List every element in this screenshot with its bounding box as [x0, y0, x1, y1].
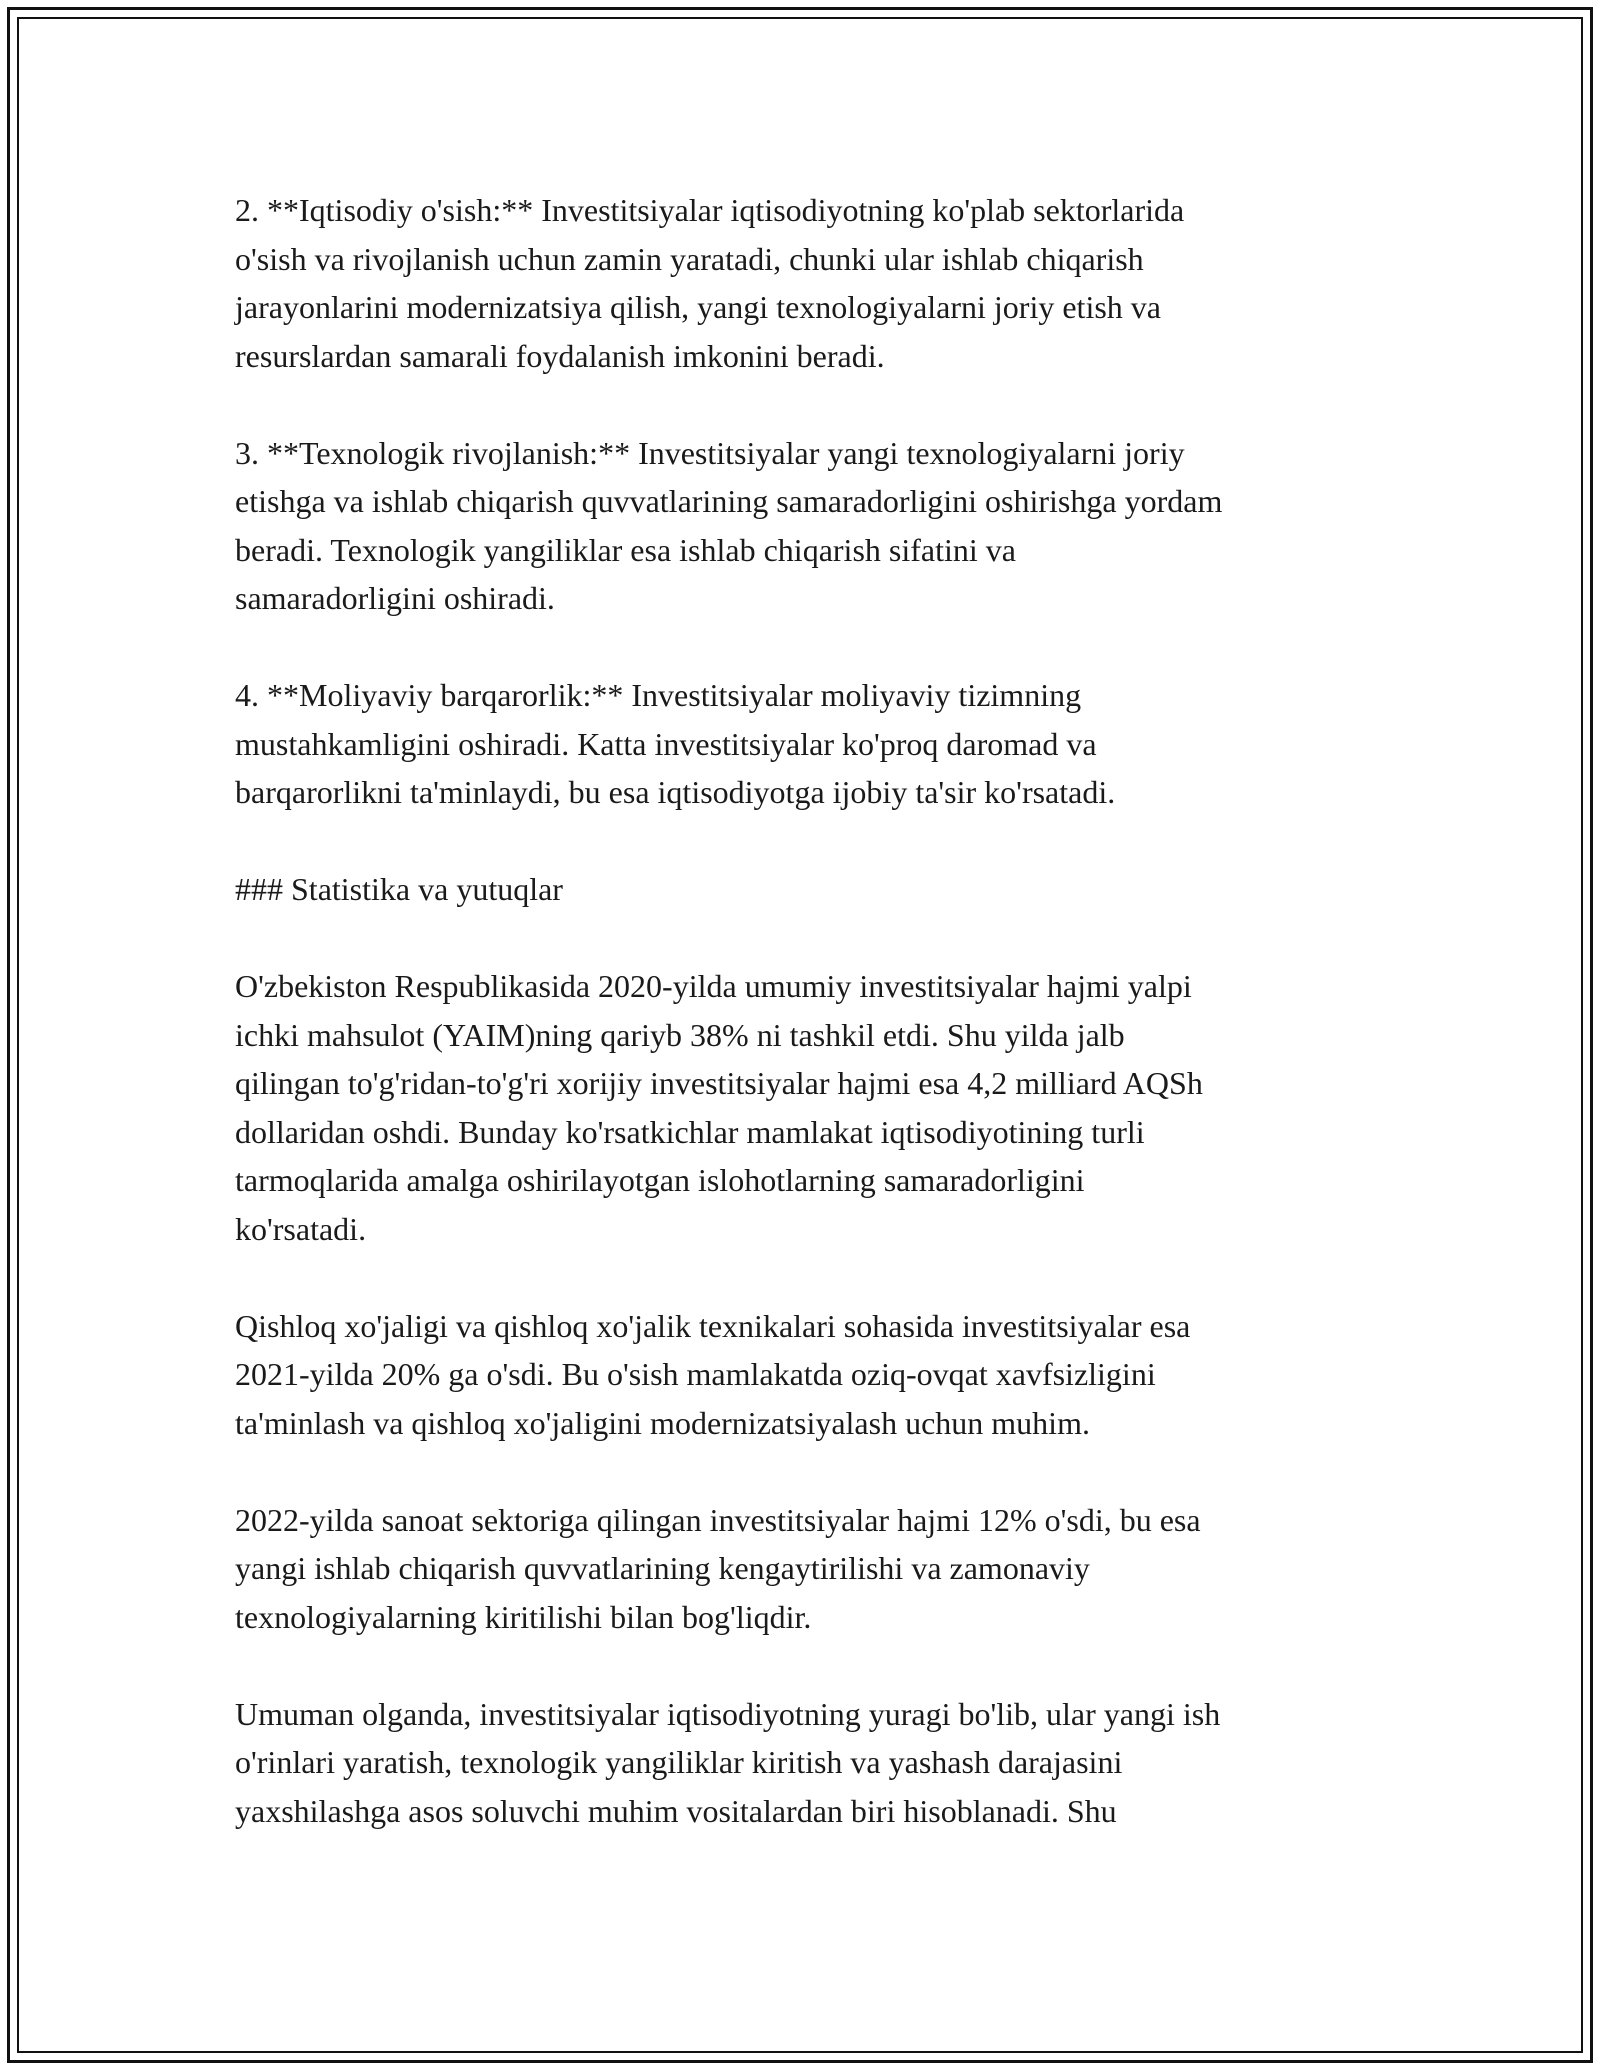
paragraph-economic-growth: 2. **Iqtisodiy o'sish:** Investitsiyalar iqtisodiyotning ko'plab sektorlarida o'sish va rivojlanish uchun zamin yaratadi, chunki ular ishlab chiqarish jarayonlarini modernizatsiya qilish, yangi texnologiyalarni joriy etish va resurslardan samarali foydalanish imkonini beradi.: [235, 192, 1185, 374]
document-body: [235, 186, 1400, 1835]
paragraph-agriculture-investment: Qishloq xo'jaligi va qishloq xo'jalik texnikalari sohasida investitsiyalar esa 2021-yilda 20% ga o'sdi. Bu o'sish mamlakatda oziq-ovqat xavfsizligini ta'minlash va qishloq xo'jaligini modernizatsiyalash uchun muhim.: [235, 1307, 1191, 1441]
paragraph-conclusion: Umuman olganda, investitsiyalar iqtisodiyotning yuragi bo'lib, ular yangi ish o'rinlari yaratish, texnologik yangiliklar kiritish va yashash darajasini yaxshilashga asos soluvchi muhim vositalardan biri hisoblanadi. Shu: [235, 1695, 1221, 1829]
paragraph-industry-investment: 2022-yilda sanoat sektoriga qilingan investitsiyalar hajmi 12% o'sdi, bu esa yangi ishlab chiqarish quvvatlarining kengaytirilishi va zamonaviy texnologiyalarning kiritilishi bilan bog'liqdir.: [235, 1501, 1201, 1635]
paragraph-uzbekistan-investment-2020: O'zbekiston Respublikasida 2020-yilda umumiy investitsiyalar hajmi yalpi ichki mahsulot (YAIM)ning qariyb 38% ni tashkil etdi. Shu yilda jalb qilingan to'g'ridan-to'g'ri xorijiy investitsiyalar hajmi esa 4,2 milliard AQSh dollaridan oshdi. Bunday ko'rsatkichlar mamlakat iqtisodiyotining turli tarmoqlarida amalga oshirilayotgan islohotlarning samaradorligini ko'rsatadi.: [235, 968, 1203, 1247]
paragraph-financial-stability: 4. **Moliyaviy barqarorlik:** Investitsiyalar moliyaviy tizimning mustahkamligini oshiradi. Katta investitsiyalar ko'proq daromad va barqarorlikni ta'minlaydi, bu esa iqtisodiyotga ijobiy ta'sir ko'rsatadi.: [235, 677, 1116, 810]
section-heading-statistics: ### Statistika va yutuqlar: [235, 871, 563, 907]
paragraph-technological-development: 3. **Texnologik rivojlanish:** Investitsiyalar yangi texnologiyalarni joriy etishga va ishlab chiqarish quvvatlarining samaradorligini oshirishga yordam beradi. Texnologik yangiliklar esa ishlab chiqarish sifatini va samaradorligini oshiradi.: [235, 434, 1223, 616]
